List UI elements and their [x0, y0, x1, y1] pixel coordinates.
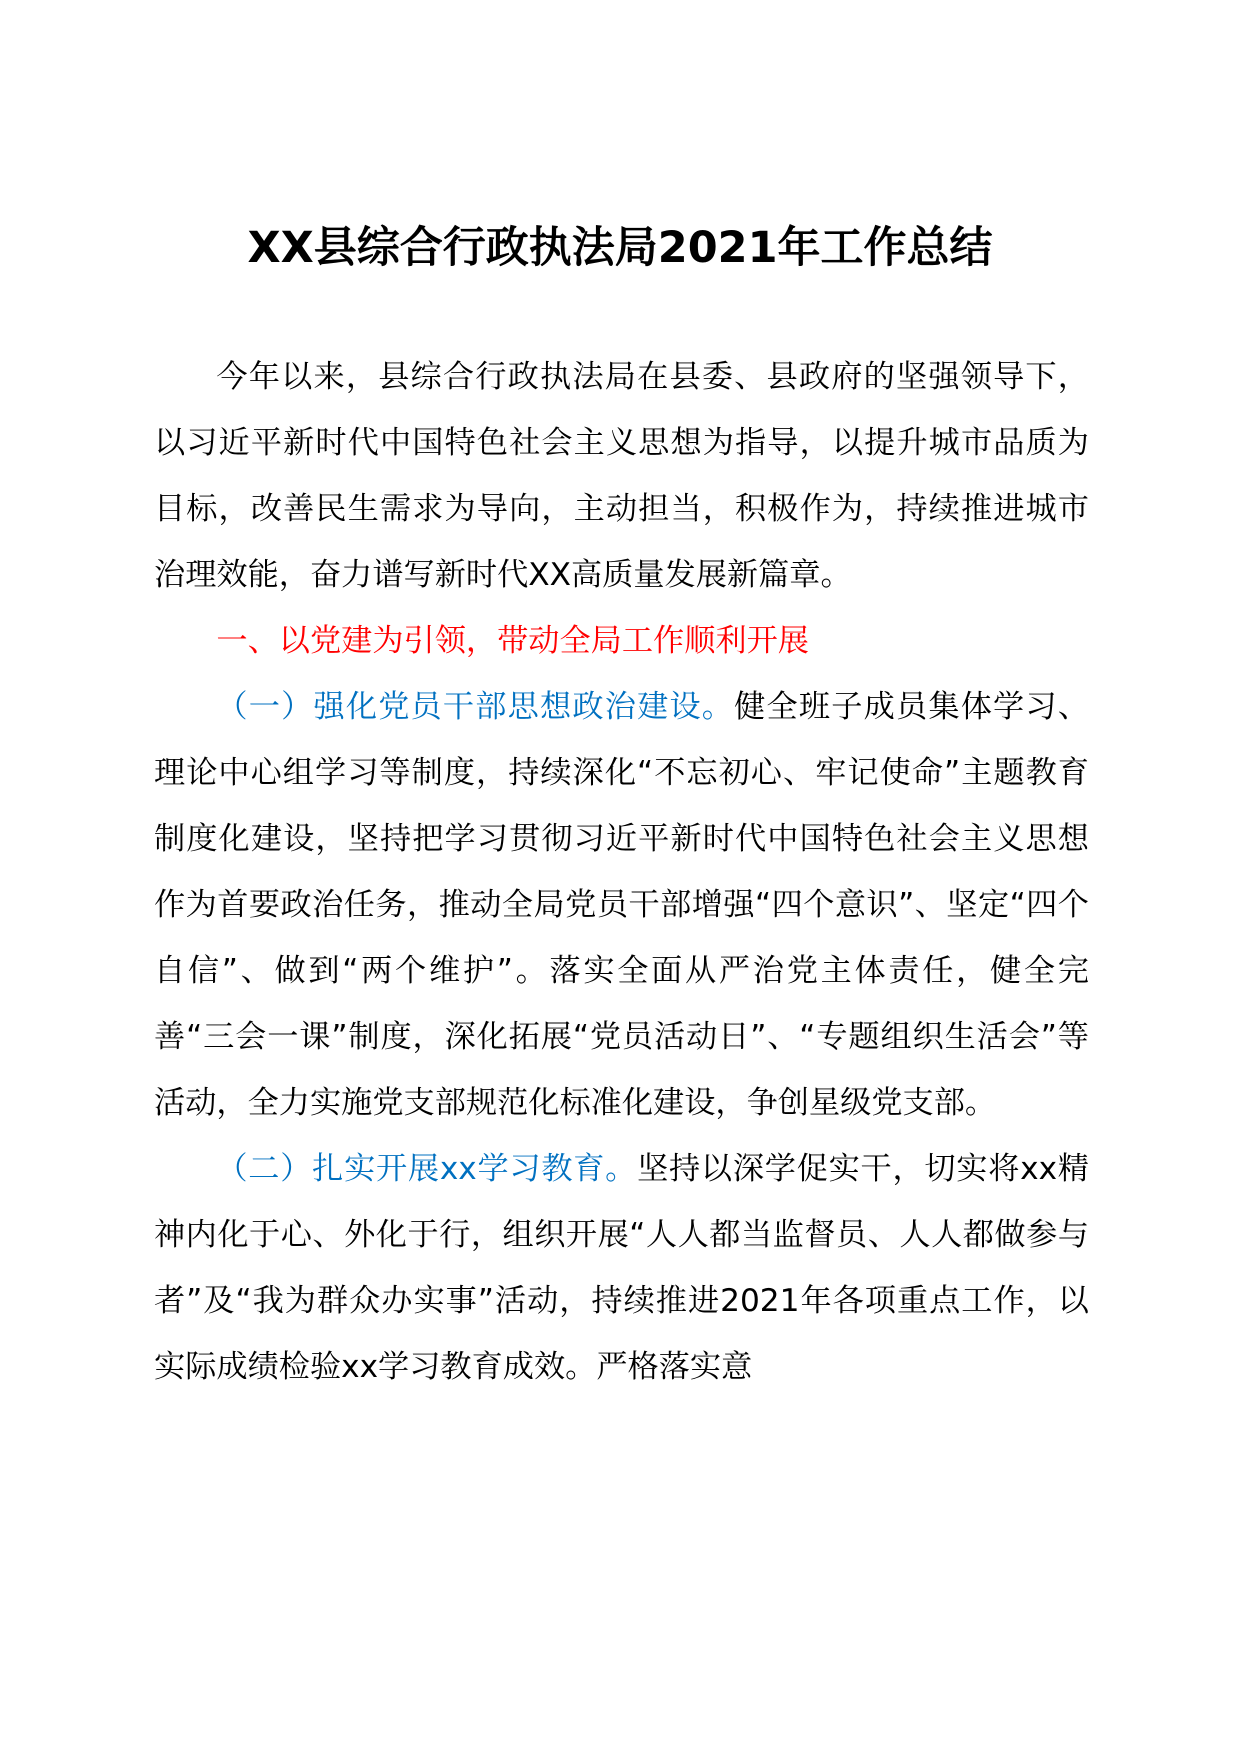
- document-title: XX县综合行政执法局2021年工作总结: [247, 223, 993, 273]
- section-heading: 一、以党建为引领，带动全局工作顺利开展: [216, 623, 809, 659]
- section-item-2: [154, 1136, 1089, 1400]
- document-body: [154, 344, 1089, 1400]
- item-1-heading: （一）强化党员干部思想政治建设。: [216, 689, 735, 725]
- item-1-text: 健全班子成员集体学习、理论中心组学习等制度，持续深化“不忘初心、牢记使命”主题教育制度化建设，坚持把学习贯彻习近平新时代中国特色社会主义思想作为首要政治任务，推动全局党员干部增强“四个意识”、坚定“四个自信”、做到“两个维护”。落实全面从严治党主体责任，健全完善“三会一课”制度，深化拓展“党员活动日”、“专题组织生活会”等活动，全力实施党支部规范化标准化建设，争创星级党支部。: [154, 689, 1089, 1121]
- section-item-1: [154, 674, 1089, 1136]
- item-2-text: 坚持以深学促实干，切实将xx精神内化于心、外化于行，组织开展“人人都当监督员、人人都做参与者”及“我为群众办实事”活动，持续推进2021年各项重点工作，以实际成绩检验xx学习教育成效。严格落实意: [154, 1151, 1089, 1385]
- intro-paragraph: 今年以来，县综合行政执法局在县委、县政府的坚强领导下，以习近平新时代中国特色社会主义思想为指导，以提升城市品质为目标，改善民生需求为导向，主动担当，积极作为，持续推进城市治理效能，奋力谱写新时代XX高质量发展新篇章。: [154, 359, 1089, 593]
- item-2-heading: （二）扎实开展xx学习教育。: [216, 1151, 638, 1187]
